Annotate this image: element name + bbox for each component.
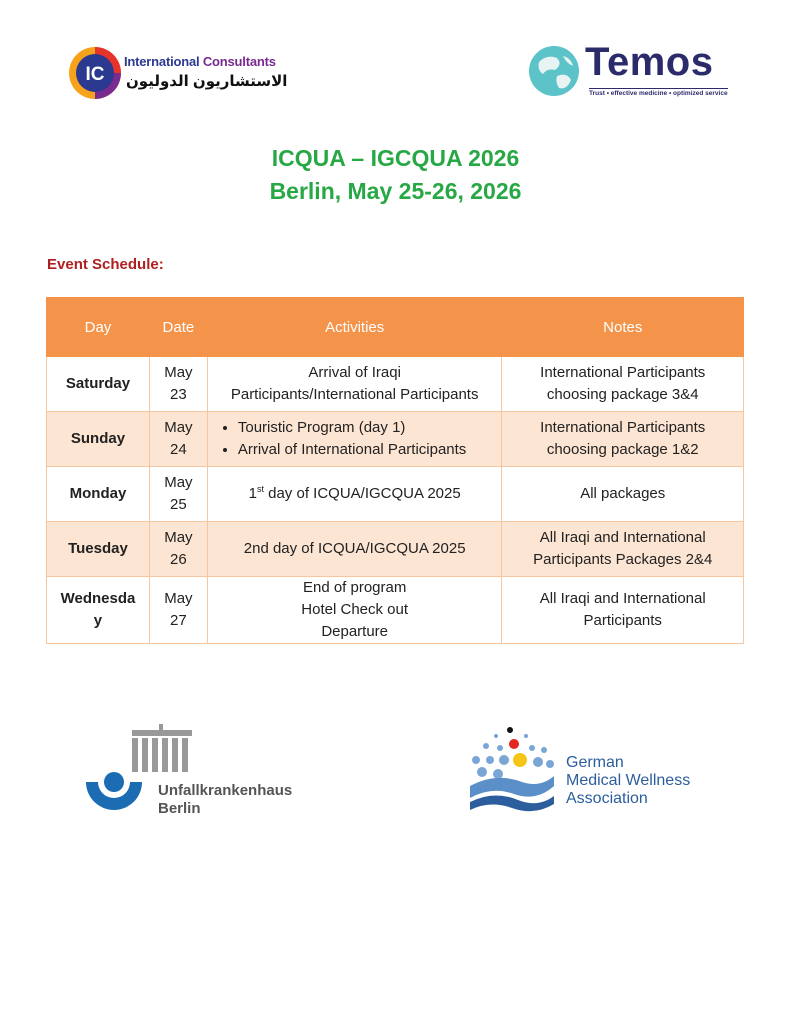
activity-item: • Touristic Program (day 1) [238,417,498,439]
date-cell [149,357,207,412]
activity-line: Arrival of Iraqi [308,364,401,381]
ukb-logo-line2: Berlin [158,800,201,817]
gmwa-logo-line1: German [566,754,624,771]
date-month: May [164,474,193,491]
notes-line: choosing package 3&4 [546,386,699,403]
activities-cell: 2nd day of ICQUA/IGCQUA 2025 [207,522,502,577]
activity-line: Departure [321,623,389,640]
ic-emblem-icon [68,46,122,100]
table-row [47,522,744,577]
table-row [47,577,744,644]
activity-prefix: 1 [248,485,257,502]
temos-logo-name: Temos [585,40,714,84]
notes-cell [502,522,744,577]
table-row [47,412,744,467]
gmwa-logo-text [566,754,690,808]
table-row [47,467,744,522]
table-header-row [47,298,744,357]
activity-item: • Arrival of International Participants [238,439,498,461]
day-cell: Tuesday [47,522,150,577]
gmwa-logo-line2: Medical Wellness [566,772,691,789]
date-month: May [164,590,193,607]
notes-cell [502,577,744,644]
date-day: 25 [170,496,187,513]
gmwa-logo-line3: Association [566,790,648,807]
date-cell [149,412,207,467]
day-cell: Sunday [47,412,150,467]
activity-line: Hotel Check out [301,601,409,618]
notes-line: International Participants [540,419,706,436]
ukb-logo-line1: Unfallkrankenhaus [158,782,293,799]
date-month: May [164,529,193,546]
ic-emblem-text: IC [85,64,105,85]
ukb-logo [86,724,306,824]
notes-line: choosing package 1&2 [546,441,699,458]
temos-globe-icon [527,44,581,98]
notes-line: All Iraqi and International [539,590,706,607]
date-day: 27 [170,612,187,629]
header-day: Day [47,298,150,357]
day-cell [47,577,150,644]
table-row [47,357,744,412]
activities-cell [207,577,502,644]
activities-cell [207,467,502,522]
schedule-table [46,297,744,644]
activity-line: End of program [302,579,407,596]
notes-line: Participants [583,612,662,629]
ic-logo-name-part1: International [124,54,200,69]
page-subtitle: Berlin, May 25-26, 2026 [269,178,522,204]
notes-cell [502,412,744,467]
date-month: May [164,419,193,436]
temos-logo-tagline: Trust • effective medicine • optimized service [589,90,728,97]
date-day: 23 [170,386,187,403]
day-line: Wednesda [60,590,136,607]
header-date: Date [149,298,207,357]
notes-cell [502,357,744,412]
date-cell [149,522,207,577]
day-cell: Monday [47,467,150,522]
activities-cell [207,357,502,412]
notes-line: All Iraqi and International [539,529,706,546]
activity-line: Participants/International Participants [230,386,479,403]
page-title: ICQUA – IGCQUA 2026 [271,145,520,171]
activity-suffix: day of ICQUA/IGCQUA 2025 [263,485,461,502]
date-day: 26 [170,551,187,568]
section-label: Event Schedule: [47,256,164,273]
header-activities: Activities [207,298,502,357]
day-cell: Saturday [47,357,150,412]
ic-logo-name [124,54,276,69]
date-cell [149,467,207,522]
header-notes: Notes [502,298,744,357]
gmwa-logo [466,724,726,824]
notes-line: Participants Packages 2&4 [533,551,713,568]
activities-list [212,417,498,461]
gmwa-dots-wave-icon [466,724,562,814]
ic-logo-name-part2: Consultants [202,54,276,69]
notes-line: International Participants [540,364,706,381]
temos-logo [527,42,742,102]
ic-logo [68,44,288,104]
date-cell [149,577,207,644]
activities-cell [207,412,502,467]
date-month: May [164,364,193,381]
activity-superscript: st [256,484,264,494]
date-day: 24 [170,441,187,458]
day-line: y [93,612,103,629]
ic-logo-arabic: الاستشاريون الدوليون [126,73,288,90]
notes-cell: All packages [502,467,744,522]
ukb-logo-text [158,782,292,818]
